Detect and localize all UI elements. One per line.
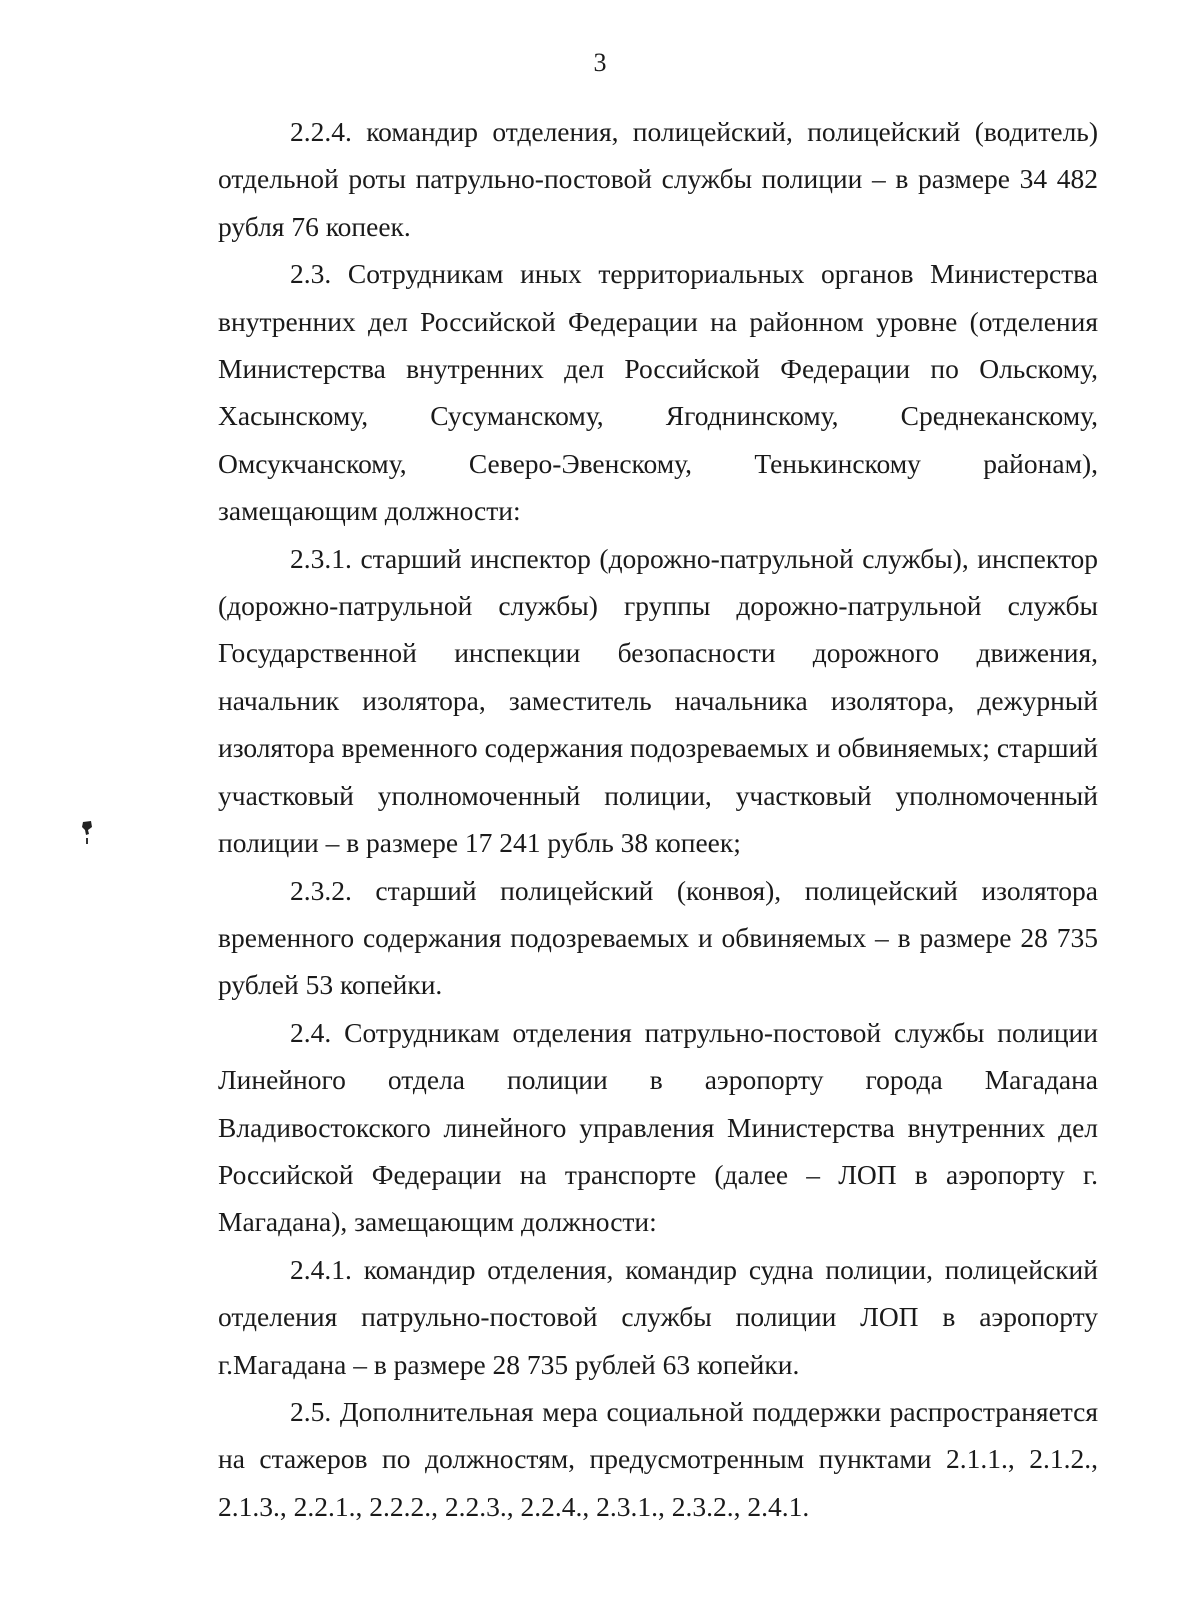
paragraph-2-4-1: 2.4.1. командир отделения, командир судна полиции, полицейский отделения патрульно-постовой службы полиции ЛОП в аэропорту г.Магадана – в размере 28 735 рублей 63 копейки. (218, 1253, 1098, 1380)
paragraph-2-3: 2.3. Сотрудникам иных территориальных органов Министерства внутренних дел Российской Федерации на районном уровне (отделения Министерства внутренних дел Российской Федерации по Ольскому, Хасынскому, Сусуманскому, Ягоднинскому, Среднеканскому, Омсукчанскому, Северо-Эвенскому, Тенькинскому районам), замещающим должности: (218, 258, 1098, 527)
page-number: 3 (593, 48, 607, 77)
paragraph-2-3-2: 2.3.2. старший полицейский (конвоя), полицейский изолятора временного содержания подозреваемых и обвиняемых – в размере 28 735 рублей 53 копейки. (218, 874, 1098, 1001)
paragraph-2-3-1: 2.3.1. старший инспектор (дорожно-патрульной службы), инспектор (дорожно-патрульной службы) группы дорожно-патрульной службы Государственной инспекции безопасности дорожного движения, начальник изолятора, заместитель начальника изолятора, дежурный изолятора временного содержания подозреваемых и обвиняемых; старший участковый уполномоченный полиции, участковый уполномоченный полиции – в размере 17 241 рубль 38 копеек; (218, 542, 1098, 859)
paragraph-2-2-4: 2.2.4. командир отделения, полицейский, полицейский (водитель) отдельной роты патрульно-постовой службы полиции – в размере 34 482 рубля 76 копеек. (218, 116, 1098, 242)
paragraph-2-4: 2.4. Сотрудникам отделения патрульно-постовой службы полиции Линейного отдела полиции в аэропорту города Магадана Владивостокского линейного управления Министерства внутренних дел Российской Федерации на транспорте (далее – ЛОП в аэропорту г. Магадана), замещающим должности: (218, 1016, 1098, 1238)
paragraph-2-5: 2.5. Дополнительная мера социальной поддержки распространяется на стажеров по должностям, предусмотренным пунктами 2.1.1., 2.1.2., 2.1.3., 2.2.1., 2.2.2., 2.2.3., 2.2.4., 2.3.1., 2.3.2., 2.4.1. (218, 1395, 1098, 1522)
document-body (218, 108, 1098, 1530)
scan-speck (80, 818, 94, 848)
